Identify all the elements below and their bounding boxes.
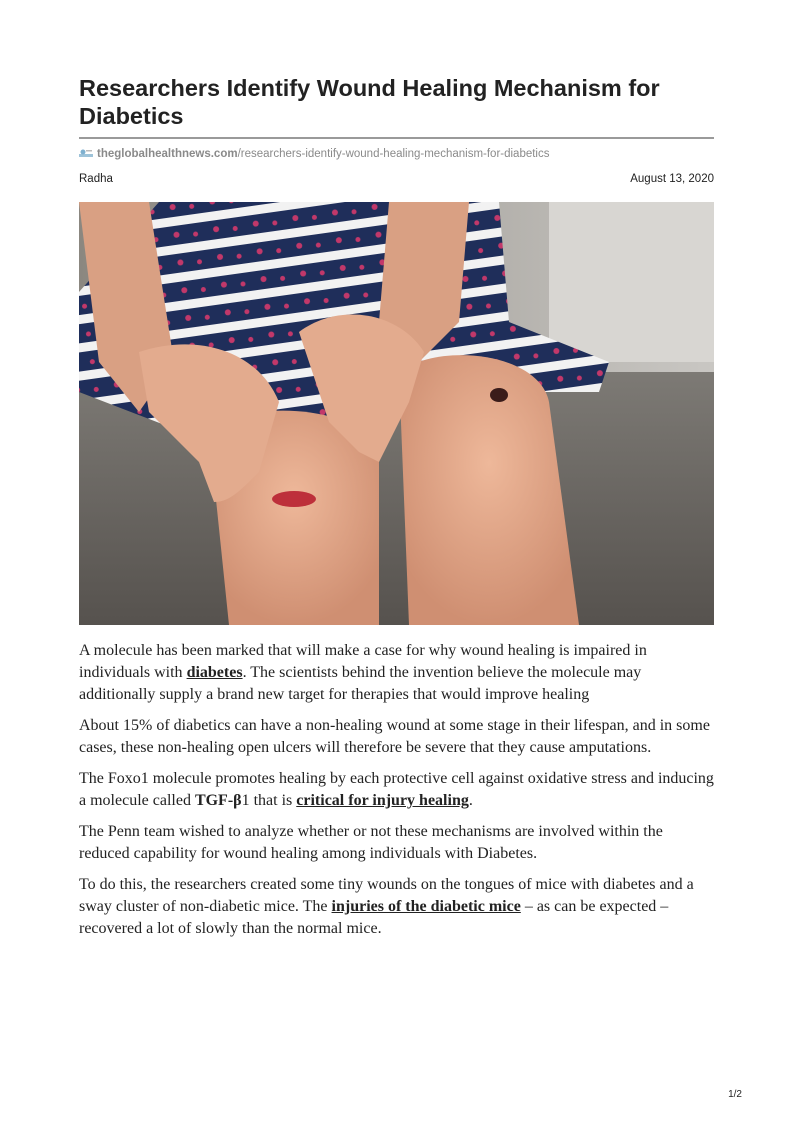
article-body [79, 640, 714, 949]
article-title: Researchers Identify Wound Healing Mechanism for Diabetics [79, 75, 660, 129]
tgf-beta-term: TGF-β [194, 792, 242, 809]
publish-date: August 13, 2020 [630, 173, 714, 185]
page-number: 1/2 [728, 1089, 742, 1100]
source-path[interactable]: /researchers-identify-wound-healing-mechanism-for-diabetics [237, 148, 550, 160]
source-domain[interactable]: theglobalhealthnews.com [97, 148, 238, 160]
paragraph: A molecule has been marked that will make a case for why wound healing is impaired in individuals with diabetes. The scientists behind the invention believe the molecule may additionally supply a brand new target for therapies that would improve healing [79, 642, 647, 703]
article-photo [79, 202, 714, 625]
diabetes-link[interactable]: diabetes [186, 664, 243, 681]
source-line[interactable] [79, 146, 714, 162]
photo-illustration [79, 202, 714, 625]
paragraph: The Penn team wished to analyze whether or not these mechanisms are involved within the reduced capability for wound healing among individuals with Diabetes. [79, 823, 663, 862]
critical-for-injury-healing-link[interactable]: critical for injury healing [296, 792, 469, 809]
site-favicon-icon [79, 147, 93, 157]
injuries-of-diabetic-mice-link[interactable]: injuries of the diabetic mice [331, 898, 521, 915]
byline [79, 171, 714, 187]
author: Radha [79, 173, 113, 185]
paragraph: The Foxo1 molecule promotes healing by each protective cell against oxidative stress and inducing a molecule called TGF-β1 that is critical for injury healing. [79, 770, 714, 809]
paragraph: About 15% of diabetics can have a non-healing wound at some stage in their lifespan, and in some cases, these non-healing open ulcers will therefore be severe that they cause amputations. [79, 717, 710, 756]
paragraph: To do this, the researchers created some tiny wounds on the tongues of mice with diabetes and a sway cluster of non-diabetic mice. The injuries of the diabetic mice – as can be expected – recovered a lot of slowly than the normal mice. [79, 876, 694, 937]
title-divider [79, 137, 714, 139]
